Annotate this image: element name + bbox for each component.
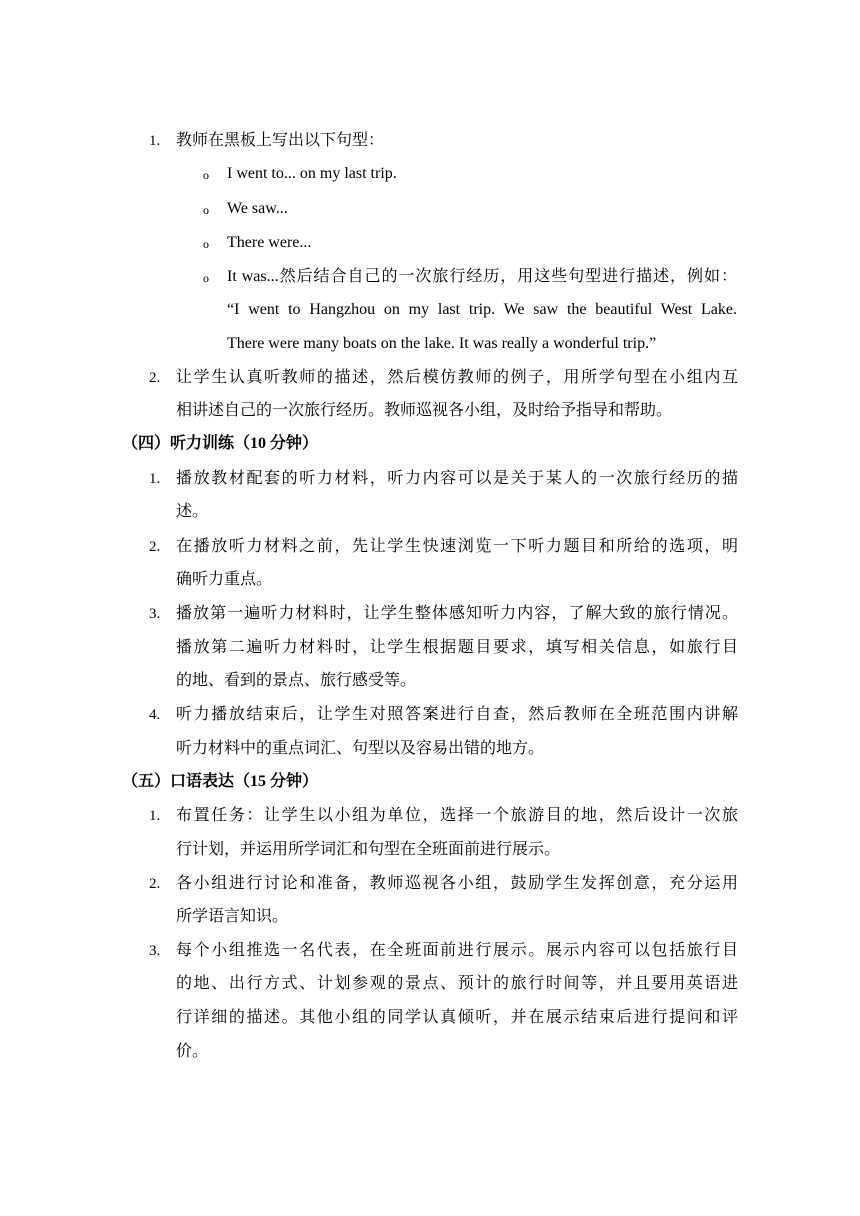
sub-list-item-text: We saw... [227,200,288,217]
list-item-text: 行详细的描述。其他小组的同学认真倾听，并在展示结束后进行提问和评 [176,1009,738,1026]
bullet-icon: o [203,237,209,251]
list-number: 2. [149,876,161,892]
section-heading: （四）听力训练（10 分钟） [122,435,319,452]
bullet-icon: o [203,168,209,182]
sub-list-item-text: It was...然后结合自己的一次旅行经历，用这些句型进行描述，例如： [227,268,737,285]
list-item-text: 让学生认真听教师的描述，然后模仿教师的例子，用所学句型在小组内互 [176,369,738,386]
section-heading: （五）口语表达（15 分钟） [122,773,319,790]
list-item-text: 布置任务：让学生以小组为单位，选择一个旅游目的地，然后设计一次旅 [176,807,738,824]
list-item-text: 教师在黑板上写出以下句型： [176,132,385,149]
list-item-text: 的地、看到的景点、旅行感受等。 [176,672,417,689]
sub-list-item-text: There were... [227,234,312,251]
list-item-text: 听力材料中的重点词汇、句型以及容易出错的地方。 [176,740,545,757]
list-item-text: 行计划，并运用所学词汇和句型在全班面前进行展示。 [176,841,561,858]
list-number: 1. [149,133,161,149]
list-number: 4. [149,707,161,723]
list-item-text: 确听力重点。 [176,571,273,588]
list-item-text: 每个小组推选一名代表，在全班面前进行展示。展示内容可以包括旅行目 [176,942,738,959]
list-item-text: 播放第二遍听力材料时，让学生根据题目要求，填写相关信息，如旅行目 [176,639,738,656]
sub-list-item-text: There were many boats on the lake. It was really a wonderful trip.” [227,335,657,352]
list-item-text: 各小组进行讨论和准备，教师巡视各小组，鼓励学生发挥创意，充分运用 [176,875,738,892]
list-number: 1. [149,471,161,487]
list-number: 3. [149,606,161,622]
list-item-text: 述。 [176,503,209,520]
bullet-icon: o [203,203,209,217]
list-number: 2. [149,370,161,386]
list-item-text: 相讲述自己的一次旅行经历。教师巡视各小组，及时给予指导和帮助。 [176,402,673,419]
list-item-text: 在播放听力材料之前，先让学生快速浏览一下听力题目和所给的选项，明 [176,538,738,555]
bullet-icon: o [203,271,209,285]
sub-list-item-text: “I went to Hangzhou on my last trip. We saw the beautiful West Lake. [227,301,737,318]
list-item-text: 播放教材配套的听力材料，听力内容可以是关于某人的一次旅行经历的描 [176,470,738,487]
list-number: 2. [149,539,161,555]
list-item-text: 的地、出行方式、计划参观的景点、预计的旅行时间等，并且要用英语进 [176,975,738,992]
list-item-text: 播放第一遍听力材料时，让学生整体感知听力内容，了解大致的旅行情况。 [176,605,738,622]
list-number: 1. [149,808,161,824]
sub-list-item-text: I went to... on my last trip. [227,165,397,182]
list-item-text: 所学语言知识。 [176,908,289,925]
list-item-text: 听力播放结束后，让学生对照答案进行自查，然后教师在全班范围内讲解 [176,706,738,723]
list-number: 3. [149,943,161,959]
list-item-text: 价。 [176,1043,209,1060]
